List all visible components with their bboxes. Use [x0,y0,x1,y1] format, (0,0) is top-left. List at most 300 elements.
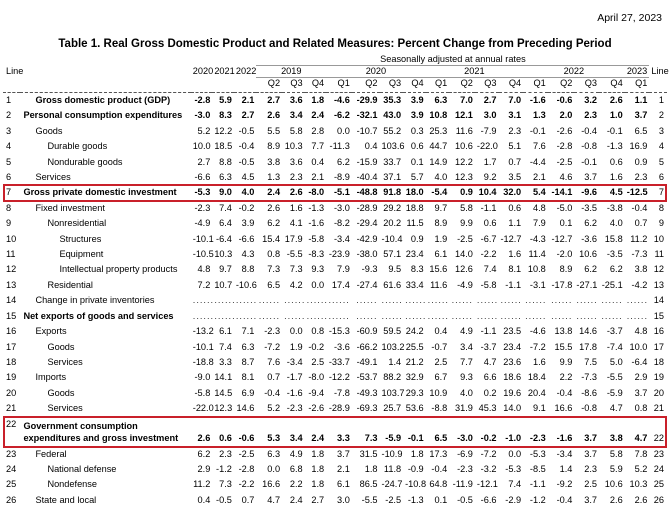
value-cell: 12.1 [455,110,473,121]
value-cell: 0.4 [197,494,211,505]
value-cell: -23.9 [328,249,350,260]
value-cell: 2.3 [584,463,598,474]
value-cell: 7.6 [532,141,546,152]
value-cell: -2.3 [529,433,546,444]
value-cell: 2.9 [634,372,648,383]
line-number: 25 [6,479,17,490]
value-cell: -22.0 [476,141,498,152]
table-row [3,216,667,231]
value-cell: -9.2 [556,479,573,490]
value-cell: 2.1 [311,172,325,183]
value-cell: 0.0 [289,326,303,337]
value-cell: -5.3 [505,463,522,474]
value-cell: 103.2 [381,341,405,352]
value-cell: 25.7 [383,403,402,414]
value-cell: 9.2 [483,172,497,183]
value-cell: 86.5 [359,479,378,490]
line-number: 1 [6,95,12,105]
value-cell: 18.0 [405,187,424,198]
value-cell: 3.7 [337,448,350,459]
value-cell: 3.2 [584,95,598,105]
value-cell: 6.3 [219,172,232,183]
line-number: 20 [6,387,17,398]
row-label: Nondurable goods [47,156,123,167]
value-cell-na: ...... [405,295,427,306]
line-number: 6 [6,172,12,183]
value-cell: 8.9 [267,141,281,152]
value-cell: 0.2 [483,387,497,398]
value-cell: 14.6 [236,403,255,414]
value-cell: 3.0 [337,494,350,505]
value-cell: -5.4 [431,187,448,198]
value-cell: 23.4 [503,341,522,352]
row-label: Goods [47,387,75,398]
value-cell: -7.2 [480,448,497,459]
line-number-right: 23 [653,448,664,459]
value-cell: -0.4 [556,494,573,505]
value-cell: -5.0 [556,202,573,213]
table-row [3,201,667,216]
row-label: Structures [59,233,102,244]
value-cell: 6.5 [634,125,648,136]
value-cell: 0.1 [410,156,424,167]
value-cell: 1.4 [559,463,573,474]
table-row [3,185,667,200]
value-cell: -0.4 [631,202,648,213]
value-cell: 2.6 [267,202,281,213]
value-cell: -2.5 [556,156,573,167]
value-cell: -2.3 [264,326,281,337]
value-cell: 1.8 [410,448,424,459]
value-cell: 3.8 [609,433,623,444]
line-number: 17 [6,341,17,352]
value-cell: 0.7 [267,372,281,383]
value-cell: -33.7 [328,356,350,367]
value-cell: 14.1 [214,372,233,383]
value-cell: -12.7 [500,233,522,244]
value-cell: -1.3 [407,494,424,505]
value-cell: 14.6 [579,326,598,337]
value-cell: -1.2 [529,494,546,505]
value-cell: -8.0 [308,372,325,383]
line-number: 9 [6,218,12,229]
line-number: 19 [6,372,17,383]
value-cell: -1.6 [529,95,546,105]
value-cell: -11.9 [452,479,473,490]
value-cell-na: ...... [551,295,573,306]
value-cell: -3.8 [606,202,623,213]
value-cell: 0.6 [508,202,522,213]
value-cell: -14.1 [551,187,573,198]
value-cell: -3.0 [333,202,350,213]
value-cell: -15.3 [328,326,350,337]
value-cell: 4.9 [289,448,303,459]
quarter-header: Q4 [508,78,522,88]
quarter-header: Q1 [533,78,546,88]
value-cell: 44.7 [429,141,448,152]
value-cell: 10.6 [455,141,473,152]
value-cell: -6.6 [194,172,211,183]
row-label: Net exports of goods and services [23,310,174,321]
value-cell: -69.3 [356,403,378,414]
value-cell: 18.6 [503,372,522,383]
value-cell: 2.3 [634,172,648,183]
value-cell: 6.9 [241,387,255,398]
line-number: 5 [6,156,12,167]
value-cell: 15.5 [554,341,573,352]
value-cell: 7.7 [460,356,473,367]
quarter-header: Q1 [337,78,350,88]
value-cell: -40.4 [356,172,378,183]
value-cell: 6.3 [267,448,281,459]
row-label: Fixed investment [35,202,105,213]
value-cell: 11.2 [193,479,211,490]
value-cell: 10.3 [284,141,303,152]
value-cell: -1.0 [505,433,522,444]
value-cell: -7.4 [606,341,623,352]
value-cell: 8.8 [241,264,255,275]
value-cell: -3.1 [529,279,546,290]
value-cell: 43.0 [383,110,402,121]
value-cell: 10.0 [192,141,211,152]
value-cell: 2.7 [241,110,255,121]
value-cell: 6.8 [289,463,303,474]
value-cell: -5.3 [529,448,546,459]
value-cell: 6.1 [337,479,350,490]
value-cell: 6.2 [584,264,598,275]
value-cell: -13.2 [192,326,214,337]
row-label: Equipment [59,249,104,260]
value-cell: 1.9 [289,341,303,352]
line-number-right: 13 [653,279,664,290]
value-cell: 15.4 [262,233,281,244]
table-row [3,447,667,462]
row-label [20,417,190,447]
value-cell: 0.9 [460,187,473,198]
table-row [3,139,667,154]
value-cell: 6.5 [434,433,448,444]
value-cell: 12.3 [455,172,473,183]
value-cell: 6.2 [337,156,350,167]
value-cell: -5.3 [194,187,211,198]
value-cell: 23.5 [503,326,522,337]
row-label: Gross private domestic investment [23,187,177,198]
value-cell: 2.1 [532,172,546,183]
value-cell: 6.2 [609,264,623,275]
value-cell-na: ...... [306,295,328,306]
line-number-right: 4 [658,141,664,152]
value-cell: 3.7 [584,433,598,444]
table-row [3,462,667,477]
value-cell: 2.9 [197,463,211,474]
value-cell: 17.3 [429,448,448,459]
value-cell: 0.8 [311,326,325,337]
value-cell-na: ...... [576,310,598,321]
value-cell: 3.4 [289,433,303,444]
value-cell: 0.7 [508,156,522,167]
report-date: April 27, 2023 [597,12,662,24]
line-number: 3 [6,125,12,136]
value-cell: 1.8 [311,448,325,459]
value-cell: -5.5 [286,249,303,260]
value-cell: 6.4 [219,218,232,229]
value-cell: 7.0 [508,95,522,105]
value-cell: -4.3 [529,233,546,244]
value-cell-na: ...... [626,310,649,321]
value-cell: 9.1 [532,403,546,414]
value-cell: 2.0 [559,110,573,121]
value-cell: 8.9 [559,264,573,275]
value-cell: 14.9 [429,156,448,167]
value-cell: 10.0 [629,341,648,352]
value-cell: -4.9 [194,218,211,229]
value-cell: -2.2 [480,249,497,260]
value-cell: -0.1 [581,156,598,167]
value-cell-na: ...... [405,310,427,321]
value-cell: 2.7 [311,494,325,505]
line-number-right: 18 [653,356,664,367]
line-number: 15 [6,310,17,321]
value-cell: 2.1 [337,463,350,474]
table-row [3,155,667,170]
value-cell: -32.1 [356,110,378,121]
line-number-right: 6 [658,172,664,183]
value-cell: -5.5 [361,494,378,505]
value-cell: 0.3 [410,125,424,136]
table-row [3,493,667,508]
value-cell: 23.4 [405,249,424,260]
year-2020: 2020 [326,66,426,78]
value-cell: -1.1 [529,479,546,490]
year-2022: 2022 [523,66,625,78]
value-cell: 0.4 [311,156,325,167]
value-cell: 2.6 [609,494,623,505]
row-label: Personal consumption expenditures [23,110,183,121]
table-title: Table 1. Real Gross Domestic Product and Related Measures: Percent Change from Preceding Period [58,38,612,50]
year-2019: 2019 [256,66,326,78]
value-cell: 8.3 [219,110,232,121]
value-cell: 2.1 [241,95,255,105]
value-cell: 10.3 [214,249,233,260]
row-label: Exports [35,326,67,337]
value-cell: 3.0 [483,110,497,121]
line-number-right: 22 [653,433,664,444]
value-cell: 9.9 [460,218,473,229]
quarter-header: Q3 [388,78,402,88]
value-cell: 2.4 [267,187,281,198]
value-cell: -6.6 [480,494,497,505]
value-cell: 20.2 [383,218,402,229]
value-cell: -2.3 [286,403,303,414]
value-cell: 45.3 [478,403,497,414]
value-cell: -5.8 [480,279,497,290]
value-cell: 11.6 [455,125,473,136]
value-cell: -3.2 [480,463,497,474]
value-cell: -10.8 [405,479,427,490]
value-cell: 6.7 [434,372,448,383]
row-label: Intellectual property products [59,264,178,275]
row-label: Residential [47,279,93,290]
value-cell: -10.7 [356,125,378,136]
value-cell: 3.6 [289,95,303,105]
value-cell: 7.8 [634,448,648,459]
value-cell: 0.4 [434,326,448,337]
value-cell: -10.4 [381,233,403,244]
header-row-top [3,54,667,66]
line-number-right: 24 [653,463,664,474]
value-cell: -8.2 [333,218,350,229]
line-number-right: 20 [653,387,664,398]
value-cell: 4.3 [241,249,255,260]
value-cell: -12.2 [328,372,350,383]
value-cell: 3.7 [584,448,598,459]
value-cell: 3.4 [289,110,303,121]
line-number-right: 1 [658,95,664,105]
value-cell: -8.3 [308,249,325,260]
value-cell: 6.2 [584,218,598,229]
value-cell: -17.8 [551,279,573,290]
value-cell: -4.2 [631,279,648,290]
value-cell: 9.7 [219,264,232,275]
value-cell: 2.6 [609,95,623,105]
value-cell: 7.6 [267,356,281,367]
value-cell: 7.4 [508,479,522,490]
quarter-header: Q4 [311,78,325,88]
value-cell: -0.8 [581,141,598,152]
value-cell: 0.0 [267,463,281,474]
value-cell: 37.1 [383,172,402,183]
value-cell: 53.6 [405,403,424,414]
value-cell-na: ...... [258,310,281,321]
value-cell: 14.5 [214,387,233,398]
value-cell: 1.6 [609,172,623,183]
value-cell: 1.9 [434,233,448,244]
value-cell-na: ...... [235,310,258,321]
value-cell: -3.0 [194,110,211,121]
table-row [3,93,667,109]
row-label-line: expenditures and gross investment [23,432,179,443]
value-cell: 2.3 [508,125,522,136]
value-cell: 8.1 [241,372,255,383]
value-cell: -8.6 [581,387,598,398]
value-cell: -6.6 [238,233,255,244]
line-number-right: 7 [658,187,664,198]
line-number: 21 [6,403,17,414]
table-row [3,232,667,247]
value-cell: 2.7 [267,95,281,105]
value-cell: 0.9 [634,156,648,167]
value-cell: 0.1 [434,494,448,505]
value-cell-na: ...... [451,295,473,306]
value-cell: 25.3 [429,125,448,136]
value-cell: 3.7 [584,172,598,183]
value-cell: 33.7 [383,156,402,167]
value-cell: -1.1 [480,202,497,213]
value-cell: -10.5 [192,249,214,260]
value-cell: 3.8 [267,156,281,167]
table-row [3,386,667,401]
line-number-right: 21 [653,403,664,414]
value-cell: 2.5 [584,479,598,490]
value-cell: 64.8 [429,479,448,490]
value-cell: -5.8 [194,387,211,398]
value-cell: 18.4 [527,372,546,383]
value-cell: 9.7 [434,202,448,213]
value-cell: 2.4 [311,110,325,121]
value-cell-na: ...... [551,310,573,321]
value-cell: 8.8 [219,156,232,167]
value-cell: -49.1 [356,356,378,367]
line-number: 24 [6,463,17,474]
value-cell: -7.2 [529,341,546,352]
year-2022-header: 2022 [235,66,257,76]
value-cell: 15.8 [604,233,623,244]
value-cell: 3.9 [410,110,424,121]
value-cell-na: ...... [192,295,215,306]
value-cell: -28.9 [328,403,350,414]
value-cell: -8.0 [308,187,325,198]
table-row [3,324,667,339]
value-cell: 2.5 [311,356,325,367]
value-cell: -6.7 [480,233,497,244]
value-cell: 3.5 [508,172,522,183]
value-cell: 0.1 [559,218,573,229]
value-cell-na: ...... [356,310,378,321]
value-cell: 0.9 [410,233,424,244]
value-cell: 16.9 [629,141,648,152]
value-cell: 32.9 [405,372,424,383]
value-cell: 6.2 [267,218,281,229]
value-cell: 5.8 [289,125,303,136]
value-cell: 9.3 [311,264,325,275]
value-cell-na: ...... [356,295,378,306]
value-cell: -5.9 [385,433,402,444]
value-cell: 3.8 [634,264,648,275]
value-cell: -27.4 [356,279,378,290]
quarter-header: Q1 [635,78,648,88]
value-cell: -3.5 [606,249,623,260]
value-cell: -7.8 [333,387,350,398]
value-cell: 3.7 [584,494,598,505]
value-cell: 7.3 [364,433,378,444]
row-label-line: Government consumption [23,420,138,431]
value-cell: 7.3 [267,264,281,275]
value-cell-na: ...... [427,295,449,306]
value-cell: -9.4 [308,387,325,398]
value-cell: 3.9 [241,218,255,229]
quarter-header: Q1 [435,78,448,88]
table-row [3,262,667,277]
value-cell: 31.5 [359,448,378,459]
value-cell-na: ...... [192,310,215,321]
value-cell: 11.6 [430,279,448,290]
value-cell: 5.3 [267,433,281,444]
value-cell: -66.2 [356,341,378,352]
line-number: 7 [6,187,12,198]
value-cell-na: ...... [381,295,403,306]
line-number-right: 12 [653,264,664,275]
value-cell: 18.8 [405,202,424,213]
value-cell: 25.5 [405,341,424,352]
value-cell: -2.3 [457,463,473,474]
value-cell: 0.0 [311,279,325,290]
value-cell: 12.3 [214,403,233,414]
value-cell: 1.8 [311,463,325,474]
value-cell: -28.9 [356,202,378,213]
value-cell: 103.6 [381,141,405,152]
value-cell: 2.8 [311,125,325,136]
value-cell: 4.0 [460,387,473,398]
